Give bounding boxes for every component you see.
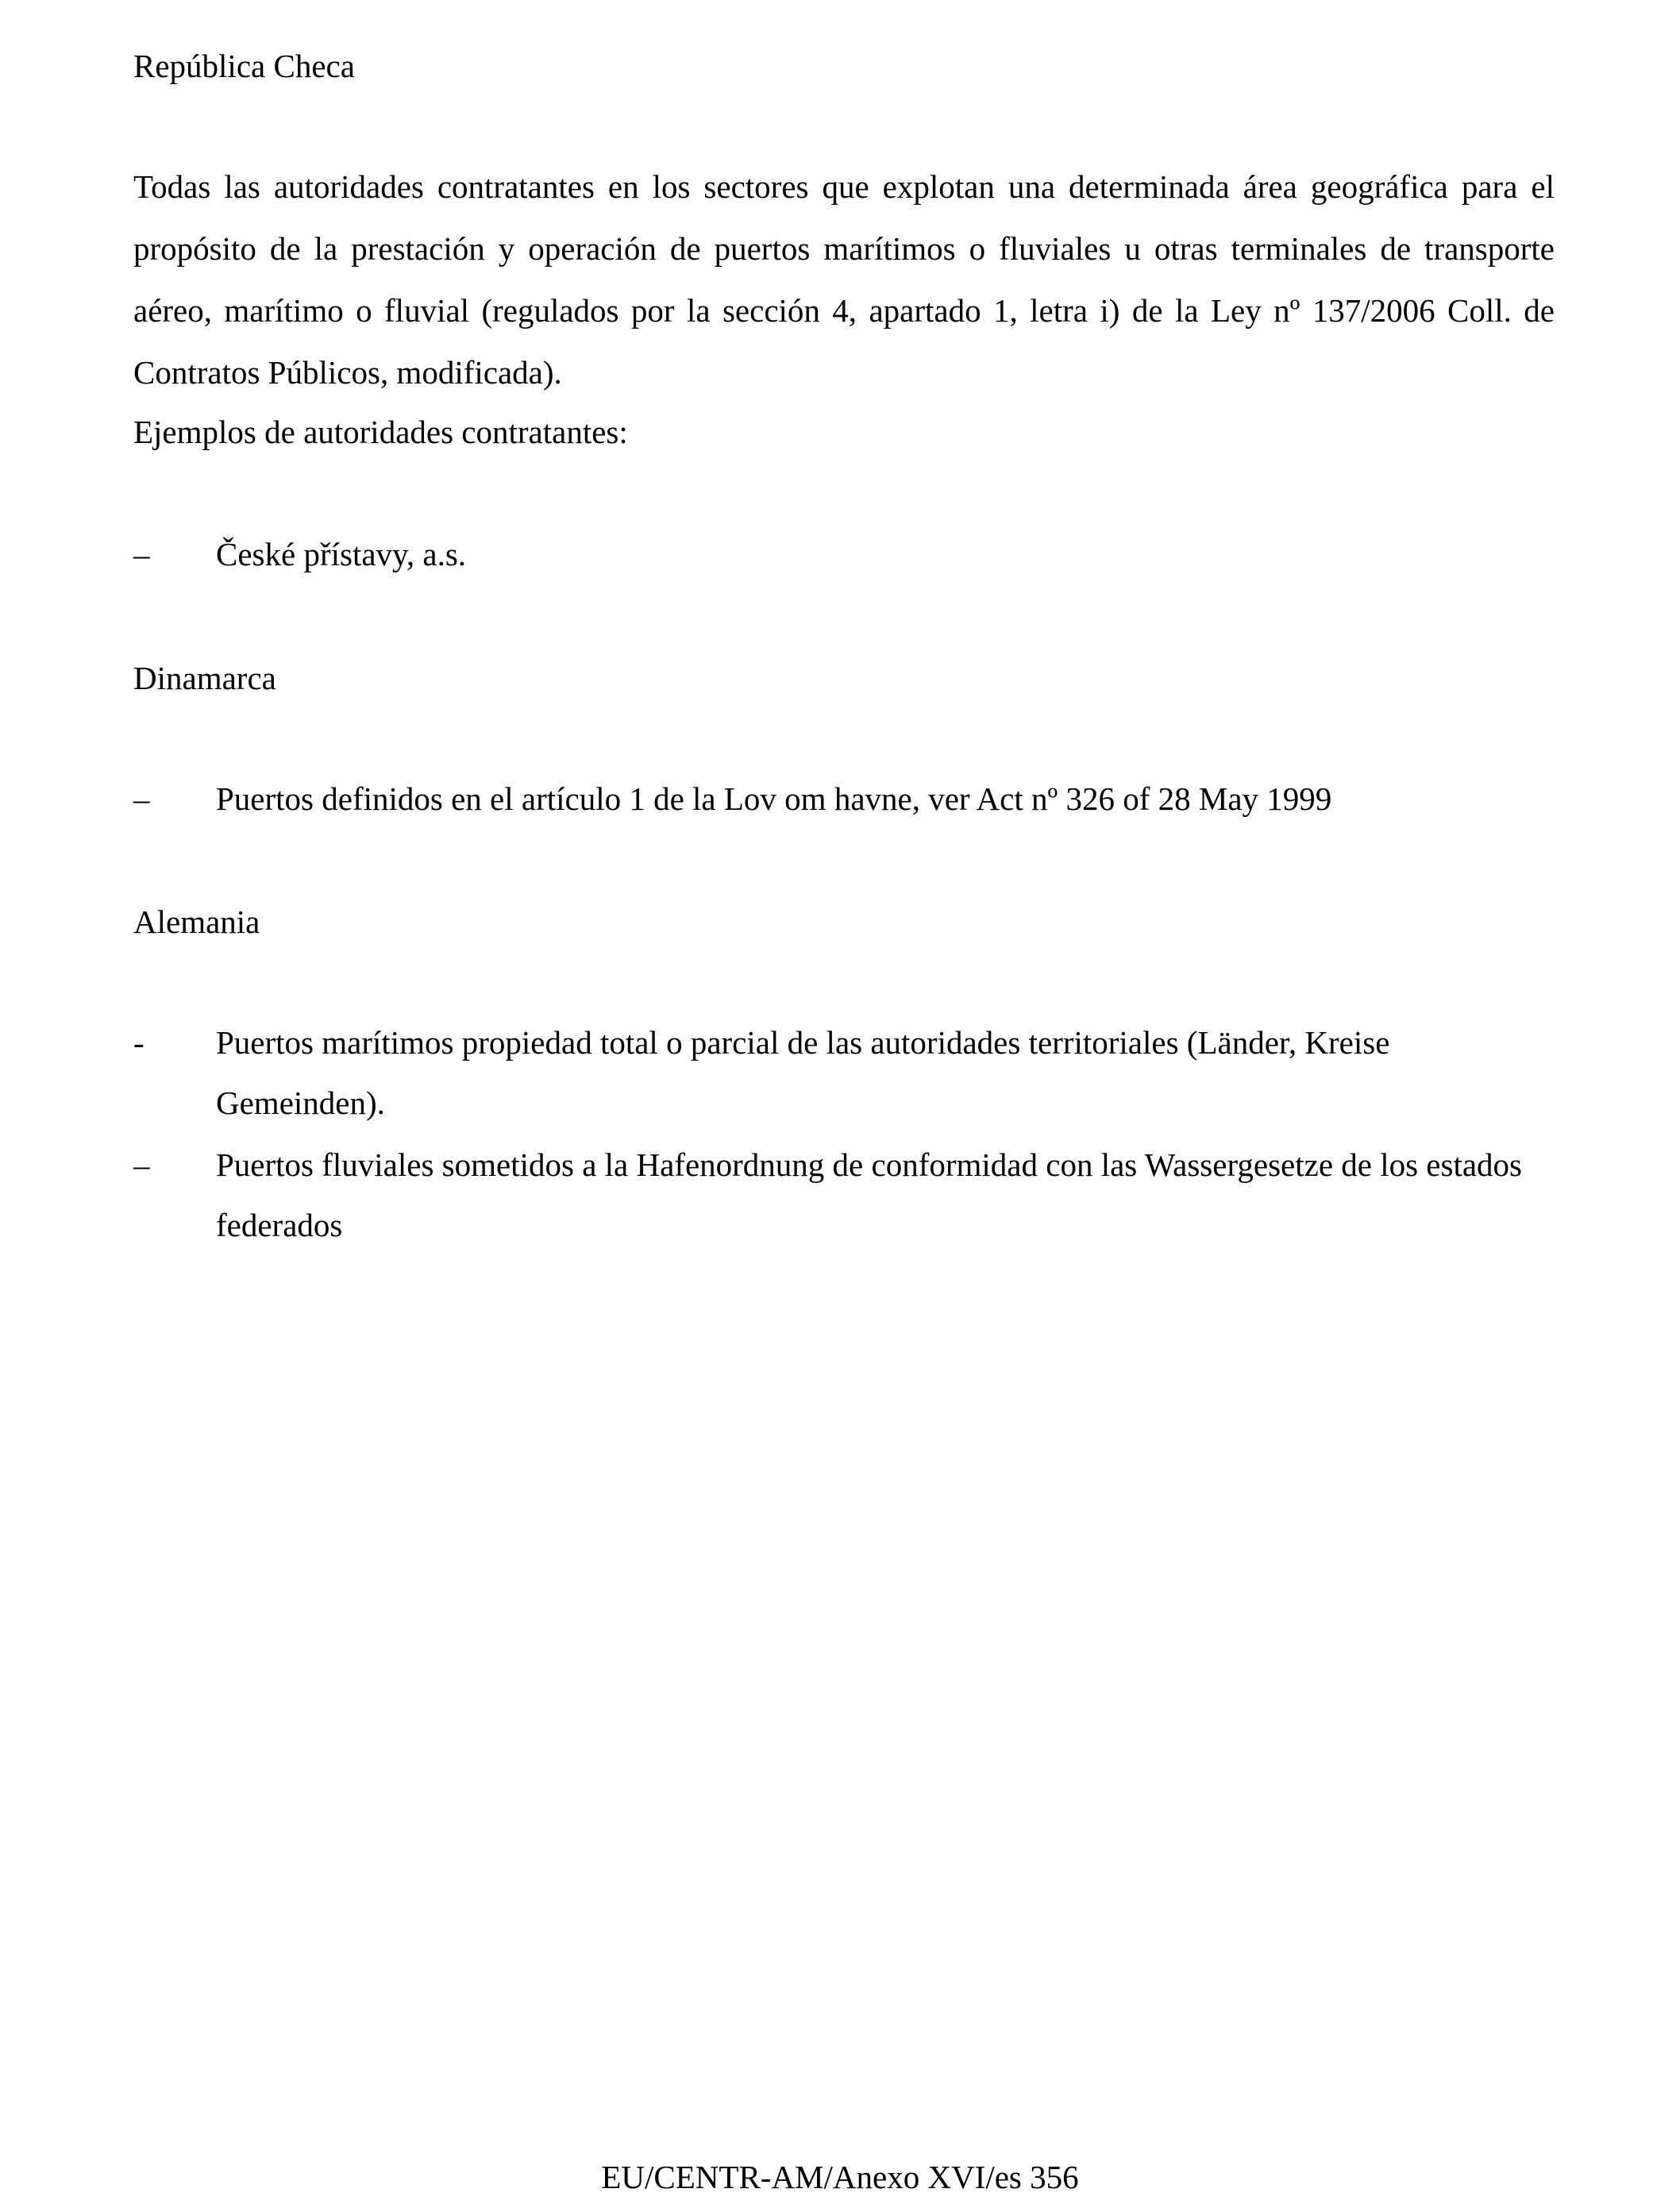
list-item-text: Puertos definidos en el artículo 1 de la Lov om havne, ver Act nº 326 of 28 May 1999: [216, 780, 1332, 817]
list-bullet: –: [133, 780, 150, 817]
heading-czech-republic: República Checa: [133, 48, 355, 84]
page-footer-reference: EU/CENTR-AM/Anexo XVI/es 356: [601, 2159, 1079, 2195]
list-item: [133, 1135, 1555, 1255]
list-item-text: Puertos marítimos propiedad total o parcial de las autoridades territoriales (Länder, Kreise Gemeinden).: [216, 1024, 1390, 1121]
list-bullet: –: [133, 536, 150, 572]
examples-label: Ejemplos de autoridades contratantes:: [133, 414, 628, 450]
heading-denmark: Dinamarca: [133, 660, 276, 696]
list-bullet: -: [133, 1024, 144, 1061]
heading-germany: Alemania: [133, 904, 260, 940]
paragraph-czech-authorities: Todas las autoridades contratantes en los sectores que explotan una determinada área geográfica para el propósito de la prestación y operación de puertos marítimos o fluviales u otras terminales de transporte aéreo, marítimo o fluvial (regulados por la sección 4, apartado 1, letra i) de la Ley nº 137/2006 Coll. de Contratos Públicos, modificada).: [133, 168, 1555, 391]
list-item: [133, 524, 1555, 584]
list-item-text: Puertos fluviales sometidos a la Hafenordnung de conformidad con las Wassergesetze de los estados federados: [216, 1146, 1523, 1243]
list-item: [133, 769, 1555, 829]
list-item-text: České přístavy, a.s.: [216, 536, 467, 572]
list-item: [133, 1012, 1555, 1133]
list-bullet: –: [133, 1146, 150, 1183]
